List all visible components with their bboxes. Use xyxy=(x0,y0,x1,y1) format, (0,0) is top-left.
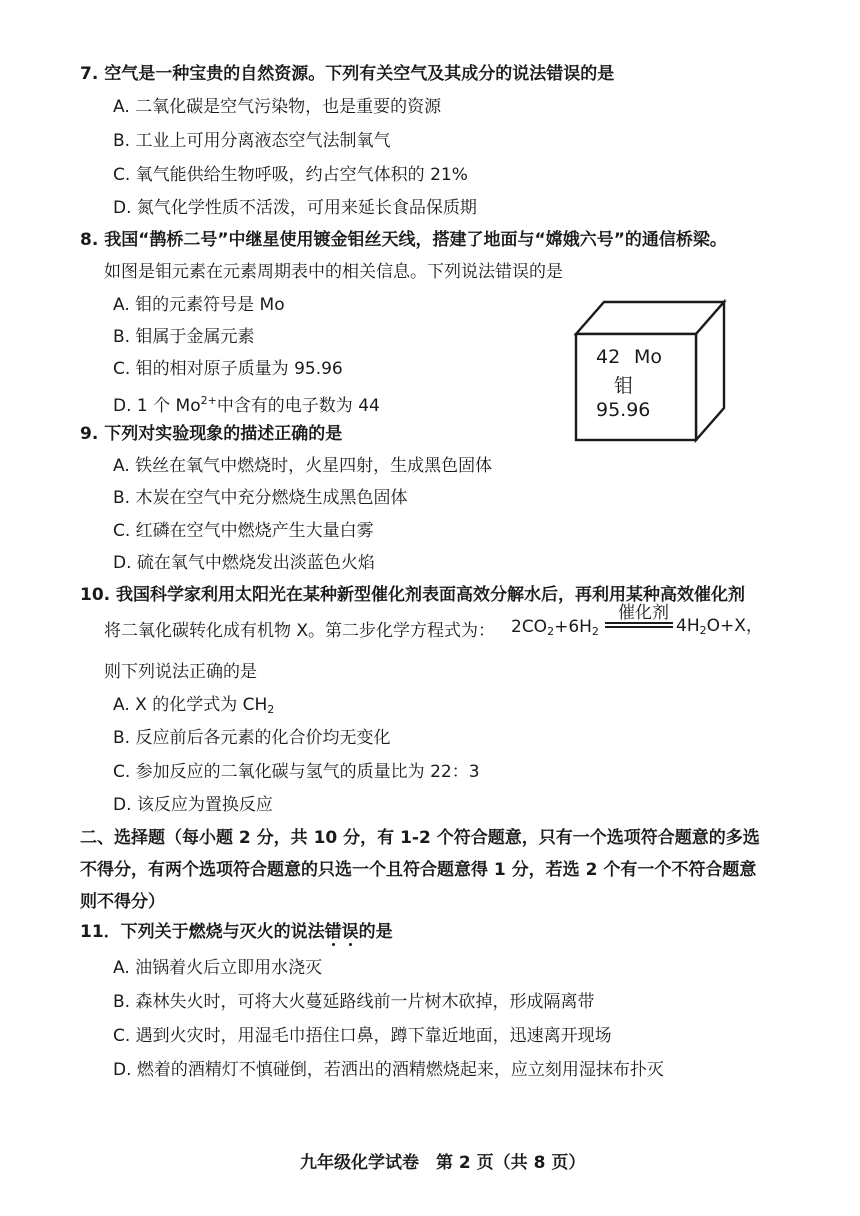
q9-option-d: D. 硫在氧气中燃烧发出淡蓝色火焰 xyxy=(113,553,375,573)
q10-stem-line1: 10. 我国科学家利用太阳光在某种新型催化剂表面高效分解水后，再利用某种高效催化剂 xyxy=(80,585,746,605)
q9-option-a: A. 铁丝在氧气中燃烧时，火星四射，生成黑色固体 xyxy=(113,456,493,476)
q11-stem-suffix: 的是 xyxy=(358,922,393,942)
section2-line1: 二、选择题（每小题 2 分，共 10 分，有 1-2 个符合题意，只有一个选项符合题意的多选 xyxy=(80,828,760,848)
eq-h2: +6H xyxy=(554,617,592,637)
q9-stem: 9. 下列对实验现象的描述正确的是 xyxy=(80,424,343,444)
molybdenum-element-cube xyxy=(572,296,730,443)
q8-option-d-charge: 2+ xyxy=(200,394,217,407)
atomic-mass: 95.96 xyxy=(596,399,651,421)
q7-option-d: D. 氮气化学性质不活泼，可用来延长食品保质期 xyxy=(113,198,477,218)
atomic-number: 42 xyxy=(596,346,621,368)
equation-double-line xyxy=(605,622,673,628)
q11-option-b: B. 森林失火时，可将大火蔓延路线前一片树木砍掉，形成隔离带 xyxy=(113,992,595,1012)
eq-co2-sub: 2 xyxy=(547,625,555,638)
q11-stem-prefix: 11．下列关于燃烧与灭火的说法 xyxy=(80,922,325,942)
catalyst-label: 催化剂 xyxy=(618,603,669,623)
equation-right xyxy=(676,611,763,637)
q7-stem: 7. 空气是一种宝贵的自然资源。下列有关空气及其成分的说法错误的是 xyxy=(80,64,615,84)
q10-option-d: D. 该反应为置换反应 xyxy=(113,795,273,815)
q11-option-d: D. 燃着的酒精灯不慎碰倒，若洒出的酒精燃烧起来，应立刻用湿抹布扑灭 xyxy=(113,1060,664,1080)
q11-option-c: C. 遇到火灾时，用湿毛巾捂住口鼻，蹲下靠近地面，迅速离开现场 xyxy=(113,1026,612,1046)
q8-option-d-prefix: D. 1 个 Mo xyxy=(113,396,201,416)
q10-option-c: C. 参加反应的二氧化碳与氢气的质量比为 22：3 xyxy=(113,762,480,782)
q11-stem xyxy=(80,920,393,944)
element-name: 钼 xyxy=(614,375,634,397)
q8-option-d xyxy=(113,389,380,418)
q10-option-a xyxy=(113,693,274,722)
q7-option-b: B. 工业上可用分离液态空气法制氧气 xyxy=(113,131,391,151)
eq-h2o-sub: 2 xyxy=(699,624,707,637)
q10-stem-line2: 将二氧化碳转化成有机物 X。第二步化学方程式为： xyxy=(104,621,496,641)
q11-emph-2: 误 xyxy=(341,922,359,942)
q8-option-d-suffix: 中含有的电子数为 44 xyxy=(216,396,380,416)
q10-stem-line3: 则下列说法正确的是 xyxy=(104,662,257,682)
q10-option-a-text: A. X 的化学式为 CH xyxy=(113,695,268,715)
eq-co2: 2CO xyxy=(511,617,548,637)
eq-ox: O+X， xyxy=(706,616,763,636)
q8-stem-line1: 8. 我国“鹊桥二号”中继星使用镀金钼丝天线，搭建了地面与“嫦娥六号”的通信桥梁。 xyxy=(80,230,727,250)
section2-line2: 不得分，有两个选项符合题意的只选一个且符合题意得 1 分，若选 2 个有一个不符合题意 xyxy=(80,860,757,880)
q10-option-a-sub: 2 xyxy=(267,703,275,716)
q8-option-c: C. 钼的相对原子质量为 95.96 xyxy=(113,359,343,379)
q11-emph-1: 错 xyxy=(324,922,342,942)
q8-option-a: A. 钼的元素符号是 Mo xyxy=(113,295,285,315)
section2-line3: 则不得分） xyxy=(80,892,165,912)
equation-left xyxy=(511,617,599,638)
q9-option-b: B. 木炭在空气中充分燃烧生成黑色固体 xyxy=(113,488,408,508)
element-symbol: Mo xyxy=(634,346,663,368)
eq-h2o: 4H xyxy=(676,616,700,636)
q7-option-a: A. 二氧化碳是空气污染物，也是重要的资源 xyxy=(113,97,442,117)
q7-option-c: C. 氧气能供给生物呼吸，约占空气体积的 21% xyxy=(113,165,468,185)
q8-stem-line2: 如图是钼元素在元素周期表中的相关信息。下列说法错误的是 xyxy=(104,262,563,282)
q8-option-b: B. 钼属于金属元素 xyxy=(113,327,255,347)
q11-option-a: A. 油锅着火后立即用水浇灭 xyxy=(113,958,323,978)
q10-option-b: B. 反应前后各元素的化合价均无变化 xyxy=(113,728,391,748)
q9-option-c: C. 红磷在空气中燃烧产生大量白雾 xyxy=(113,521,374,541)
eq-h2-sub: 2 xyxy=(591,625,599,638)
page-footer: 九年级化学试卷 第 2 页（共 8 页） xyxy=(300,1153,586,1173)
